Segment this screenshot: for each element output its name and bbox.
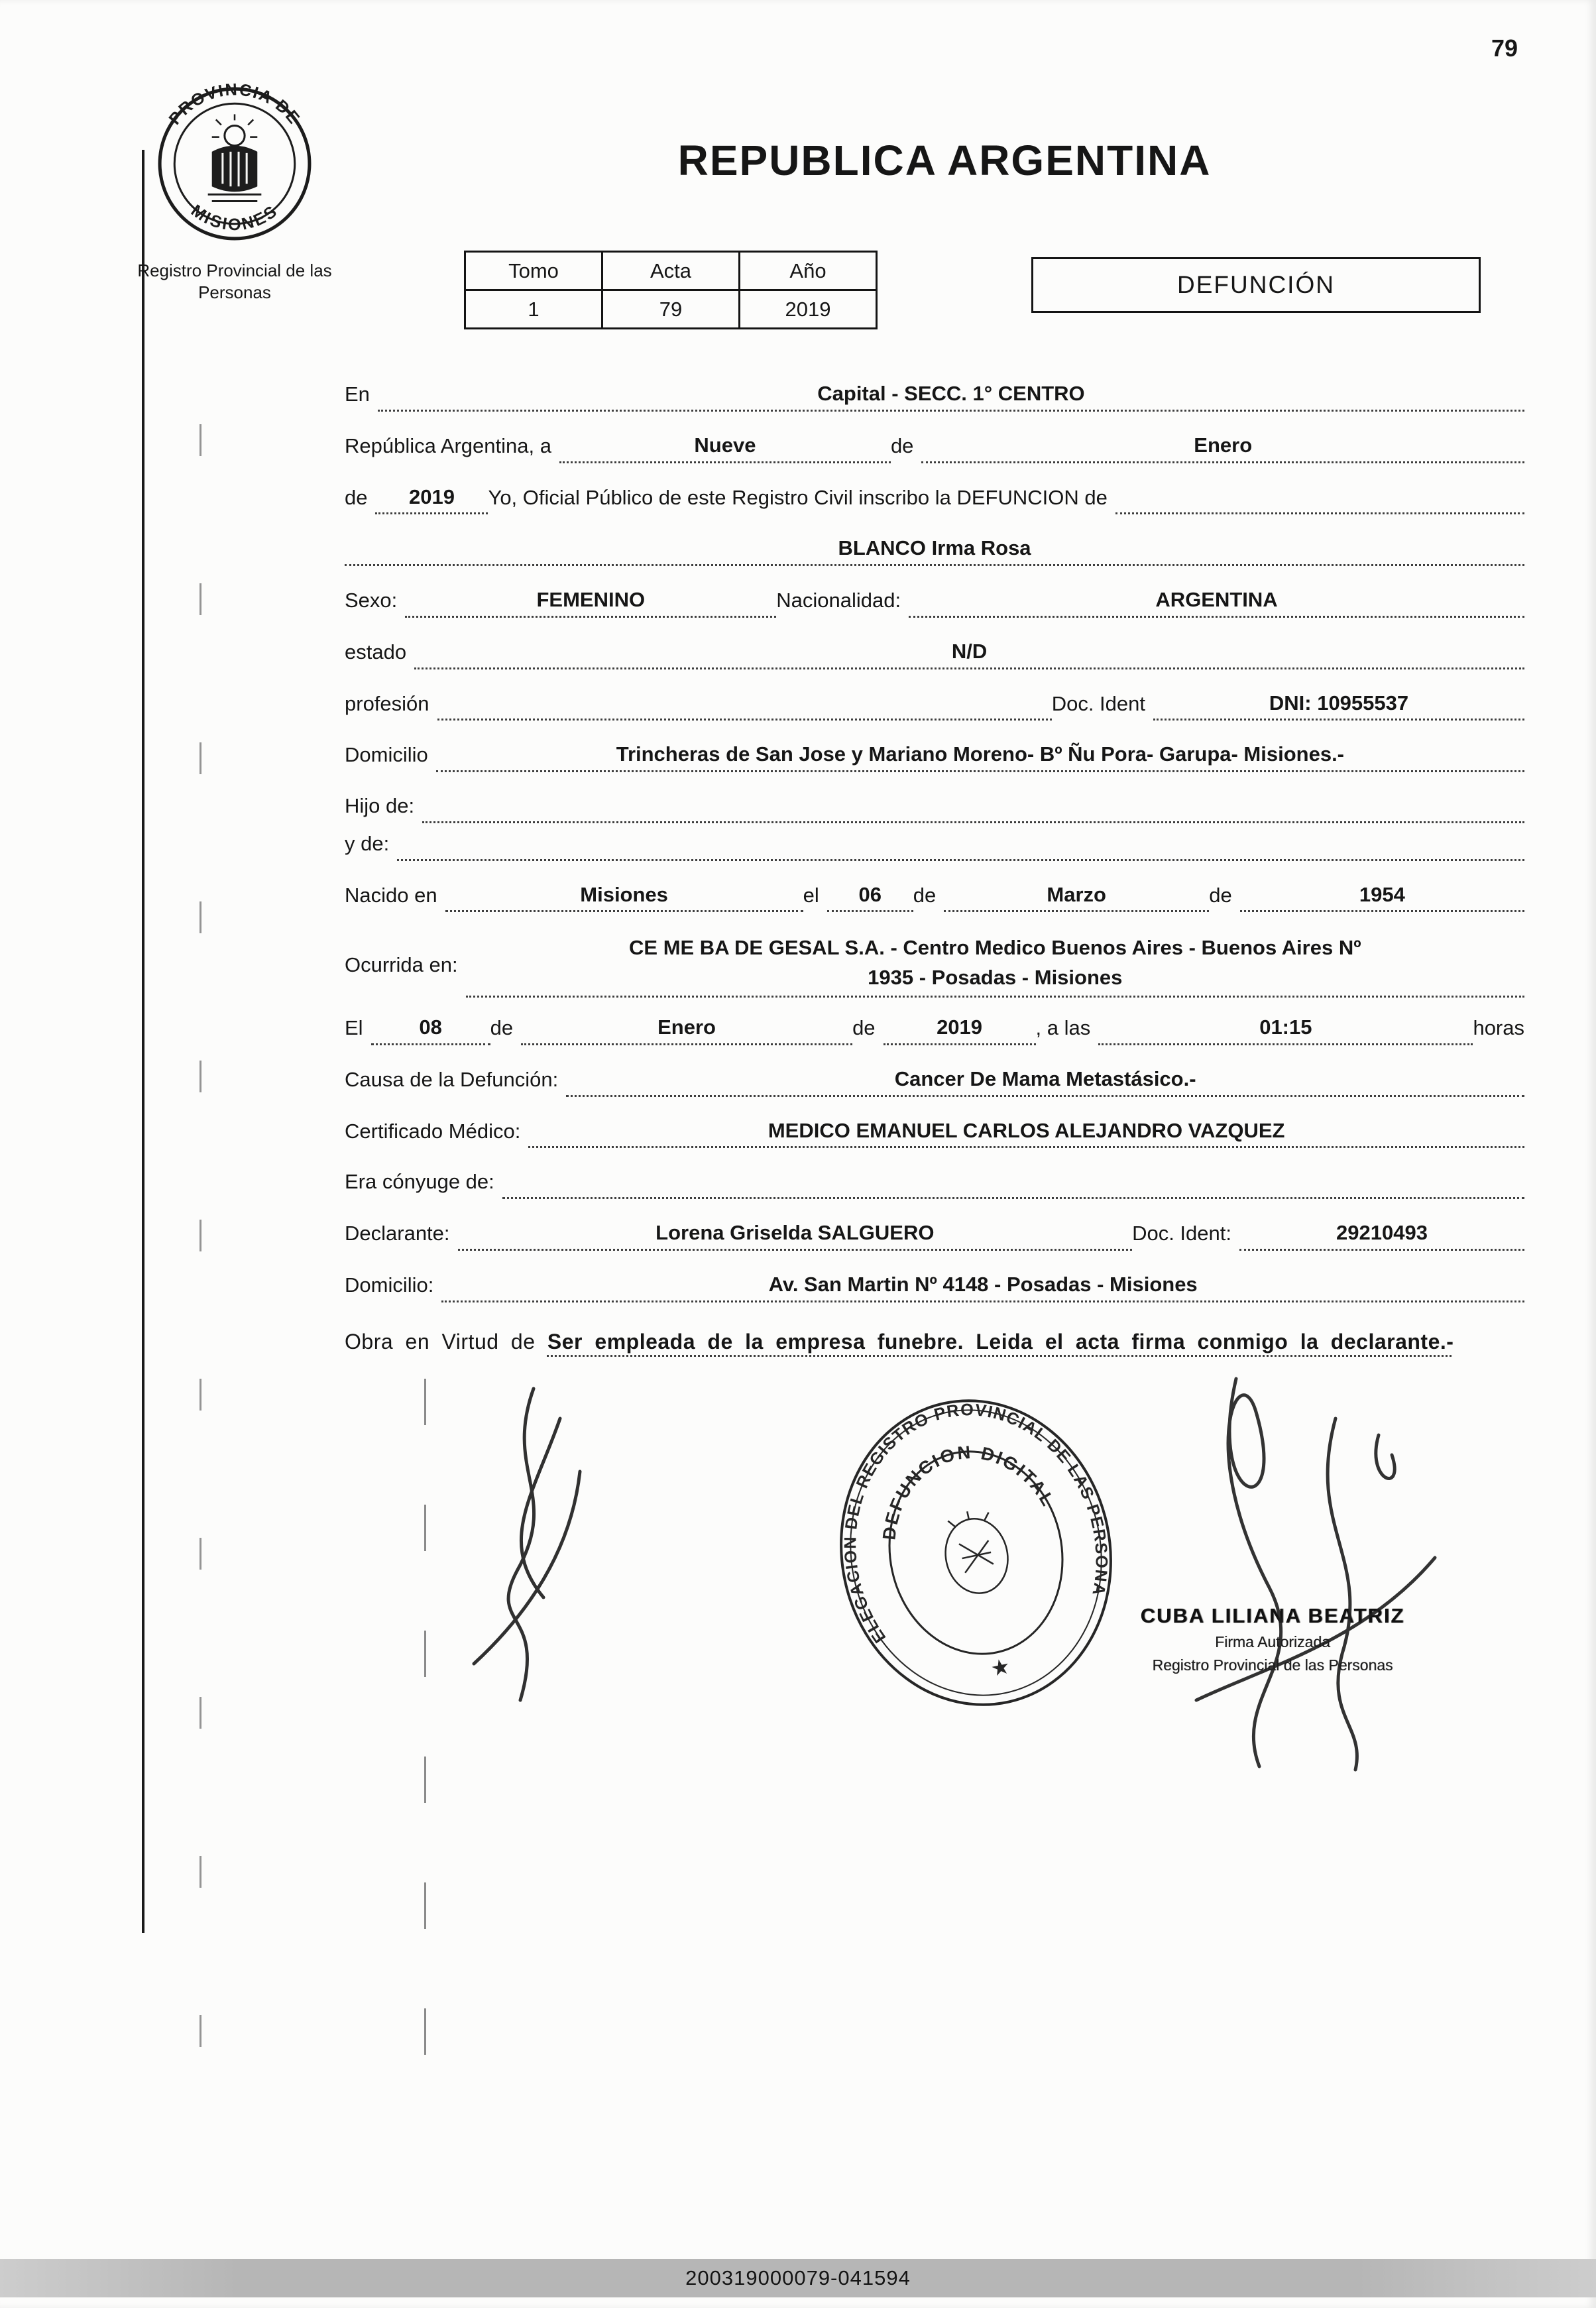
stamp-star: ★ xyxy=(988,1653,1013,1682)
label-de-6: de xyxy=(852,1016,876,1040)
value-estado: N/D xyxy=(414,639,1524,669)
value-anio-acta: 2019 xyxy=(375,485,488,515)
label-a-las: , a las xyxy=(1035,1016,1091,1040)
label-de-5: de xyxy=(490,1016,514,1040)
form-row-profesion xyxy=(345,691,1524,721)
stamp-center-emblem xyxy=(937,1505,1015,1599)
certificate-form xyxy=(345,381,1524,1359)
label-horas: horas xyxy=(1473,1016,1524,1040)
header-acta: Acta xyxy=(602,252,740,290)
stamp-outer-text: DELEGACION DEL REGISTRO PROVINCIAL DE LAS PERSONAS xyxy=(789,1401,1111,1646)
value-nacionalidad: ARGENTINA xyxy=(909,587,1524,618)
header-anio: Año xyxy=(740,252,877,290)
form-row-ocurrida xyxy=(345,933,1524,998)
seal-icon xyxy=(154,84,315,244)
svg-text:PROVINCIA DE xyxy=(166,84,304,128)
label-oficial-publico: Yo, Oficial Público de este Registro Civil inscribo la DEFUNCION de xyxy=(488,485,1108,509)
registry-caption: Registro Provincial de las Personas xyxy=(137,260,332,302)
value-causa: Cancer De Mama Metastásico.- xyxy=(566,1067,1524,1097)
form-row-causa xyxy=(345,1067,1524,1097)
value-hijo-de xyxy=(422,819,1524,823)
label-de-4: de xyxy=(1209,883,1232,907)
form-row-domicilio xyxy=(345,742,1524,772)
label-doc-ident-declarante: Doc. Ident: xyxy=(1132,1222,1231,1245)
label-nacido-en: Nacido en xyxy=(345,883,437,907)
form-row-declarante xyxy=(345,1220,1524,1251)
form-row-fecha-acta xyxy=(345,433,1524,463)
label-el-2: El xyxy=(345,1016,363,1040)
label-doc-ident: Doc. Ident xyxy=(1051,691,1145,715)
form-row-domicilio-declarante xyxy=(345,1272,1524,1302)
form-row-conyuge xyxy=(345,1169,1524,1199)
seal-ring-text-bottom: MISIONES xyxy=(187,201,282,235)
value-lugar-defuncion xyxy=(466,933,1524,998)
label-y-de: y de: xyxy=(345,831,390,855)
page-number: 79 xyxy=(1491,34,1518,62)
label-de-2: de xyxy=(345,485,368,509)
value-profesion xyxy=(437,716,1052,721)
label-de-1: de xyxy=(890,433,914,457)
value-lugar-defuncion-line1: CE ME BA DE GESAL S.A. - Centro Medico Buenos Aires - Buenos Aires Nº xyxy=(629,936,1361,960)
value-conyuge xyxy=(502,1194,1524,1199)
value-obra: Ser empleada de la empresa funebre. Leida el acta firma conmigo la declarante.- xyxy=(547,1329,1454,1354)
stamp-icon xyxy=(789,1392,1123,1713)
value-anio-nacimiento: 1954 xyxy=(1240,882,1524,913)
label-nacionalidad: Nacionalidad: xyxy=(776,589,901,612)
label-profesion: profesión xyxy=(345,691,429,715)
value-hora-defuncion: 01:15 xyxy=(1098,1015,1473,1045)
label-estado: estado xyxy=(345,640,407,664)
value-anio: 2019 xyxy=(740,290,877,329)
value-mes-nacimiento: Marzo xyxy=(944,882,1209,913)
value-doc-declarante: 29210493 xyxy=(1239,1220,1524,1251)
signature-scrawl-icon xyxy=(411,1372,636,1717)
form-row-nacido xyxy=(345,882,1524,913)
register-table xyxy=(464,251,878,329)
document-type-label: DEFUNCIÓN xyxy=(1177,271,1335,298)
form-row-estado xyxy=(345,639,1524,669)
provincial-seal-logo xyxy=(154,84,315,244)
value-dia: Nueve xyxy=(559,433,891,463)
value-tras-defuncion xyxy=(1115,510,1524,514)
form-row-sexo xyxy=(345,587,1524,618)
form-row-y-de xyxy=(345,831,1524,861)
seal-emblem xyxy=(208,114,262,201)
value-lugar-defuncion-line2: 1935 - Posadas - Misiones xyxy=(868,966,1123,990)
value-lugar: Capital - SECC. 1° CENTRO xyxy=(378,381,1524,412)
authorized-signer-name: CUBA LILIANA BEATRIZ xyxy=(1140,1604,1405,1627)
document-type-box xyxy=(1031,257,1481,313)
scan-edge-line xyxy=(142,150,144,1933)
form-row-anio-oficial xyxy=(345,485,1524,515)
form-row-hijo-de xyxy=(345,793,1524,823)
form-row-fecha-defuncion xyxy=(345,1015,1524,1045)
label-sexo: Sexo: xyxy=(345,589,398,612)
signature-scrawl-icon xyxy=(1147,1356,1458,1780)
label-declarante: Declarante: xyxy=(345,1222,450,1245)
label-hijo-de: Hijo de: xyxy=(345,794,415,817)
register-table-header-row xyxy=(465,252,877,290)
label-en: En xyxy=(345,382,370,406)
register-table-value-row xyxy=(465,290,877,329)
official-stamp xyxy=(789,1392,1123,1713)
label-republica: República Argentina, a xyxy=(345,433,551,457)
label-el: el xyxy=(803,883,819,907)
value-declarante: Lorena Griselda SALGUERO xyxy=(458,1220,1133,1251)
form-row-obra xyxy=(345,1324,1501,1359)
label-causa: Causa de la Defunción: xyxy=(345,1067,559,1091)
value-lugar-nacimiento: Misiones xyxy=(445,882,803,913)
registrar-signature xyxy=(1147,1356,1458,1783)
value-dni: DNI: 10955537 xyxy=(1153,691,1524,721)
form-row-en xyxy=(345,381,1524,412)
footer-barcode-strip xyxy=(0,2259,1596,2297)
label-ocurrida-en: Ocurrida en: xyxy=(345,953,458,977)
value-domicilio: Trincheras de San Jose y Mariano Moreno- Bº Ñu Pora- Garupa- Misiones.- xyxy=(436,742,1524,772)
value-anio-defuncion: 2019 xyxy=(883,1015,1036,1045)
seal-ring-text-top: PROVINCIA DE xyxy=(165,84,304,129)
value-sexo: FEMENINO xyxy=(405,587,776,618)
value-acta: 79 xyxy=(602,290,740,329)
value-certificado-medico: MEDICO EMANUEL CARLOS ALEJANDRO VAZQUEZ xyxy=(528,1118,1524,1149)
label-obra: Obra en Virtud de xyxy=(345,1329,536,1354)
value-mes: Enero xyxy=(921,433,1524,463)
scan-fold-line xyxy=(200,424,201,2081)
header-tomo: Tomo xyxy=(465,252,602,290)
stamp-inner-text: DEFUNCION DIGITAL xyxy=(878,1441,1060,1542)
footer-code: 200319000079-041594 xyxy=(685,2266,911,2289)
value-dia-nacimiento: 06 xyxy=(827,882,913,913)
svg-text:DELEGACION DEL REGISTRO PROVIN xyxy=(789,1354,1121,1654)
value-dia-defuncion: 08 xyxy=(371,1015,490,1045)
value-domicilio-declarante: Av. San Martin Nº 4148 - Posadas - Misiones xyxy=(441,1272,1524,1302)
value-tomo: 1 xyxy=(465,290,602,329)
form-row-certificado xyxy=(345,1118,1524,1149)
document-title: REPUBLICA ARGENTINA xyxy=(677,137,1212,184)
label-de-3: de xyxy=(913,883,937,907)
label-conyuge: Era cónyuge de: xyxy=(345,1170,494,1194)
label-certificado-medico: Certificado Médico: xyxy=(345,1119,521,1143)
value-nombre-fallecida: BLANCO Irma Rosa xyxy=(345,536,1524,566)
form-row-nombre xyxy=(345,536,1524,566)
authorized-signer-office: Registro Provincial de las Personas xyxy=(1152,1656,1393,1674)
value-y-de xyxy=(397,856,1524,861)
authorized-signer-role: Firma Autorizada xyxy=(1215,1633,1330,1650)
value-mes-defuncion: Enero xyxy=(521,1015,852,1045)
declarant-signature xyxy=(411,1372,636,1717)
label-domicilio: Domicilio xyxy=(345,743,428,767)
label-domicilio-declarante: Domicilio: xyxy=(345,1273,434,1297)
